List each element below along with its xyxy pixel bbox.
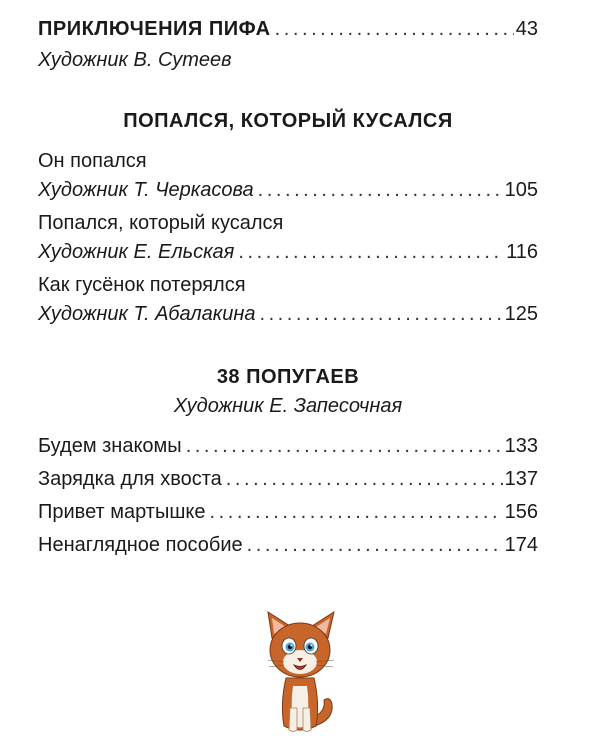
toc-entry-budem[interactable] [38,433,538,459]
toc-entry-popalsya-artist[interactable] [38,239,538,265]
page-number: 43 [515,18,538,40]
section-heading: 38 ПОПУГАЕВ [216,366,360,388]
dot-leader [275,16,514,42]
page-number: 116 [506,241,538,263]
dot-leader [226,466,503,492]
section-heading: ПОПАЛСЯ, КОТОРЫЙ КУСАЛСЯ [123,110,453,132]
toc-entry-gusenok[interactable]: Как гусёнок потерялся [38,274,246,296]
artist-credit: Художник Е. Ельская [38,241,235,263]
toc-entry-nenaglyadnoe[interactable] [38,532,538,558]
dot-leader [258,177,503,203]
page-number: 133 [504,435,538,457]
dot-leader [259,301,502,327]
toc-entry-zaryadka[interactable] [38,466,538,492]
page-number: 156 [504,501,538,523]
entry-title: Зарядка для хвоста [38,468,222,490]
toc-entry-pif[interactable] [38,16,538,42]
kitten-illustration-icon [262,608,342,738]
toc-entry-on-popalsya[interactable]: Он попался [38,150,147,172]
artist-credit: Художник В. Сутеев [38,49,232,71]
toc-entry-privet[interactable] [38,499,538,525]
page-number: 174 [504,534,538,556]
artist-credit: Художник Е. Запесочная [173,395,403,417]
entry-title: Ненаглядное пособие [38,534,243,556]
page-number: 125 [504,303,538,325]
dot-leader [209,499,502,525]
dot-leader [186,433,503,459]
entry-title: ПРИКЛЮЧЕНИЯ ПИФА [38,18,271,40]
page-number: 105 [504,179,538,201]
page-number: 137 [504,468,538,490]
toc-entry-popalsya[interactable]: Попался, который кусался [38,212,284,234]
entry-title: Привет мартышке [38,501,206,523]
artist-credit: Художник Т. Черкасова [38,179,254,201]
toc-entry-gusenok-artist[interactable] [38,301,538,327]
toc-entry-on-popalsya-artist[interactable] [38,177,538,203]
artist-credit: Художник Т. Абалакина [38,303,256,325]
entry-title: Будем знакомы [38,435,182,457]
dot-leader [238,239,504,265]
dot-leader [247,532,503,558]
